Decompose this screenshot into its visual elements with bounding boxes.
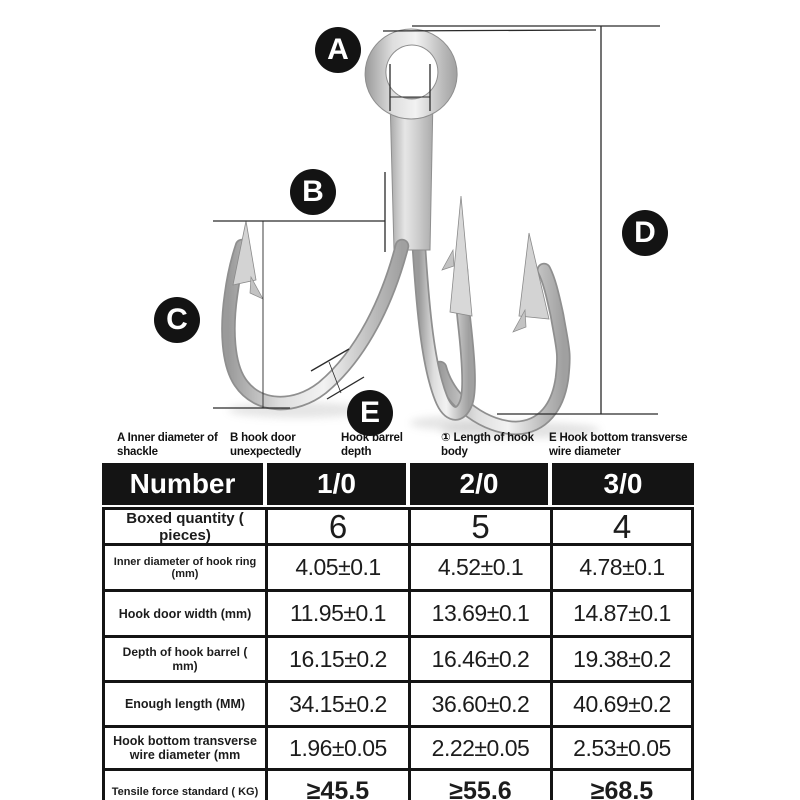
cell-value: 40.69±0.2: [550, 683, 691, 725]
table-row: [105, 507, 691, 545]
table-row: [105, 768, 691, 800]
middle-hook-barb: [442, 250, 454, 270]
cell-value: 11.95±0.1: [265, 592, 408, 635]
table-row: [105, 635, 691, 680]
cell-value: 14.87±0.1: [550, 592, 691, 635]
callout-d: D: [622, 210, 668, 256]
cell-value: 4: [550, 510, 691, 543]
row-label: Boxed quantity ( pieces): [126, 509, 244, 544]
row-label: Hook door width (mm): [118, 606, 252, 621]
row-label: Inner diameter of hook ring (mm): [113, 555, 257, 580]
callout-a: A: [315, 27, 361, 73]
cell-value: 4.78±0.1: [550, 546, 691, 589]
hook-eye: [365, 29, 457, 119]
cell-value: 19.38±0.2: [550, 638, 691, 680]
cell-value: ≥68.5: [550, 771, 691, 800]
row-label: Enough length (MM): [124, 697, 246, 711]
cell-value: 36.60±0.2: [408, 683, 550, 725]
table-header-row: [102, 463, 694, 505]
table-row: [105, 543, 691, 589]
cell-value: 1.96±0.05: [265, 728, 408, 768]
cell-value: 4.05±0.1: [265, 546, 408, 589]
cell-value: 5: [408, 510, 550, 543]
table-row: [105, 680, 691, 725]
table-row: [105, 589, 691, 635]
row-label: Depth of hook barrel ( mm): [122, 645, 248, 673]
spec-table: [102, 507, 694, 800]
row-label: Tensile force standard ( KG): [111, 785, 259, 798]
part-label-hook-door: B hook door unexpectedly: [230, 432, 302, 459]
header-size-2-0: 2/0: [410, 463, 548, 505]
header-size-3-0: 3/0: [552, 463, 694, 505]
cell-value: 2.53±0.05: [550, 728, 691, 768]
header-number: Number: [102, 463, 263, 505]
table-row: [105, 725, 691, 768]
cell-value: 13.69±0.1: [408, 592, 550, 635]
cell-value: ≥55.6: [408, 771, 550, 800]
part-label-body-length: ① Length of hook body: [441, 432, 534, 459]
header-size-1-0: 1/0: [267, 463, 406, 505]
part-label-shackle-diameter: A Inner diameter of shackle: [117, 432, 218, 459]
left-hook: [228, 221, 402, 403]
row-label: Hook bottom transverse wire diameter (mm: [113, 734, 257, 762]
part-label-barrel-depth: Hook barrel depth: [341, 432, 403, 459]
callout-b: B: [290, 169, 336, 215]
cell-value: ≥45.5: [265, 771, 408, 800]
callout-e: E: [347, 390, 393, 436]
cell-value: 16.15±0.2: [265, 638, 408, 680]
part-label-wire-diameter: E Hook bottom transverse wire diameter: [549, 432, 688, 459]
left-hook-barb: [250, 277, 263, 299]
cell-value: 6: [265, 510, 408, 543]
cell-value: 4.52±0.1: [408, 546, 550, 589]
cell-value: 34.15±0.2: [265, 683, 408, 725]
callout-c: C: [154, 297, 200, 343]
cell-value: 16.46±0.2: [408, 638, 550, 680]
hook-shank: [365, 29, 457, 250]
cell-value: 2.22±0.05: [408, 728, 550, 768]
